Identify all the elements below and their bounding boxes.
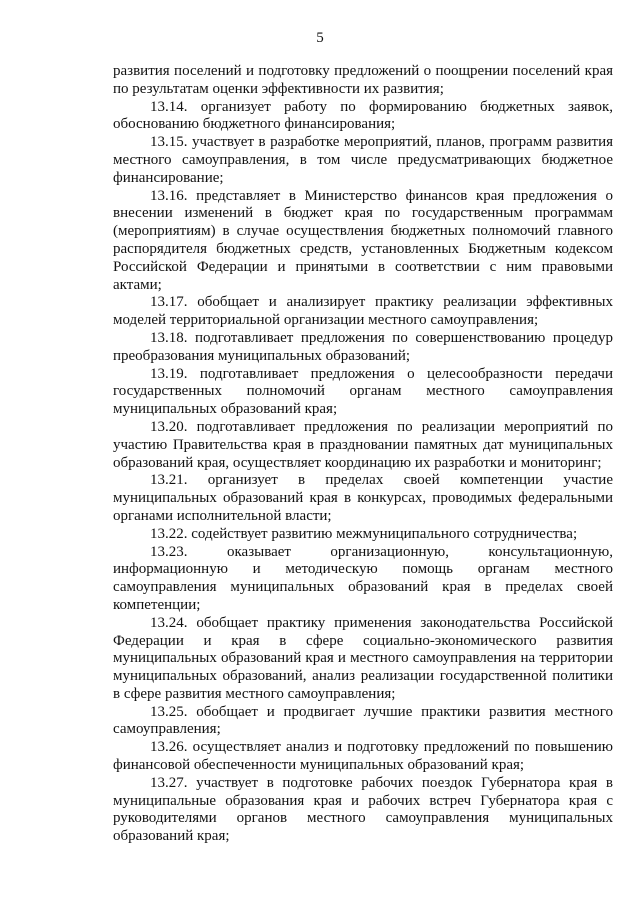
paragraph-13-19: 13.19. подготавливает предложения о целесообразности передачи государственных полномочий органам местного самоуправления муниципальных образований края;: [113, 365, 613, 418]
paragraph-13-20: 13.20. подготавливает предложения по реализации мероприятий по участию Правительства края в праздновании памятных дат муниципальных образований края, осуществляет координацию их разработки и мониторинг;: [113, 418, 613, 471]
paragraph-13-16: 13.16. представляет в Министерство финансов края предложения о внесении изменений в бюджет края по государственным программам (мероприятиям) в случае осуществления бюджетных полномочий главного распорядителя бюджетных средств, установленных Бюджетным кодексом Российской Федерации и принятыми в соответствии с ним правовыми актами;: [113, 187, 613, 293]
paragraph-continuation: развития поселений и подготовку предложений о поощрении поселений края по результатам оценки эффективности их развития;: [113, 63, 613, 97]
paragraph-13-18: 13.18. подготавливает предложения по совершенствованию процедур преобразования муниципальных образований;: [113, 329, 613, 364]
paragraph-13-14: 13.14. организует работу по формированию бюджетных заявок, обоснованию бюджетного финансирования;: [113, 98, 613, 133]
paragraph-13-22: 13.22. содействует развитию межмуниципального сотрудничества;: [150, 525, 578, 542]
paragraph-13-25: 13.25. обобщает и продвигает лучшие практики развития местного самоуправления;: [113, 703, 613, 738]
paragraph-13-27: 13.27. участвует в подготовке рабочих поездок Губернатора края в муниципальные образования края и рабочих встреч Губернатора края с руководителями органов местного самоуправления муниципальных образований края;: [113, 774, 613, 845]
paragraph-13-17: 13.17. обобщает и анализирует практику реализации эффективных моделей территориальной организации местного самоуправления;: [113, 294, 613, 329]
document-body: [113, 63, 613, 846]
paragraph-13-15: 13.15. участвует в разработке мероприятий, планов, программ развития местного самоуправления, в том числе предусматривающих бюджетное финансирование;: [113, 134, 613, 186]
paragraph-13-24: 13.24. обобщает практику применения законодательства Российской Федерации и края в сфере социально-экономического развития муниципальных образований края и местного самоуправления на территории муниципальных образований, анализ реализации государственной политики в сфере развития местного самоуправления;: [113, 614, 613, 702]
paragraph-13-26: 13.26. осуществляет анализ и подготовку предложений по повышению финансовой обеспеченности муниципальных образований края;: [113, 739, 613, 774]
paragraph-13-21: 13.21. организует в пределах своей компетенции участие муниципальных образований края в конкурсах, проводимых федеральными органами исполнительной власти;: [113, 472, 613, 524]
page-number: 5: [316, 30, 324, 46]
paragraph-13-23: 13.23. оказывает организационную, консультационную, информационную и методическую помощь органам местного самоуправления муниципальных образований края в пределах своей компетенции;: [113, 543, 613, 613]
